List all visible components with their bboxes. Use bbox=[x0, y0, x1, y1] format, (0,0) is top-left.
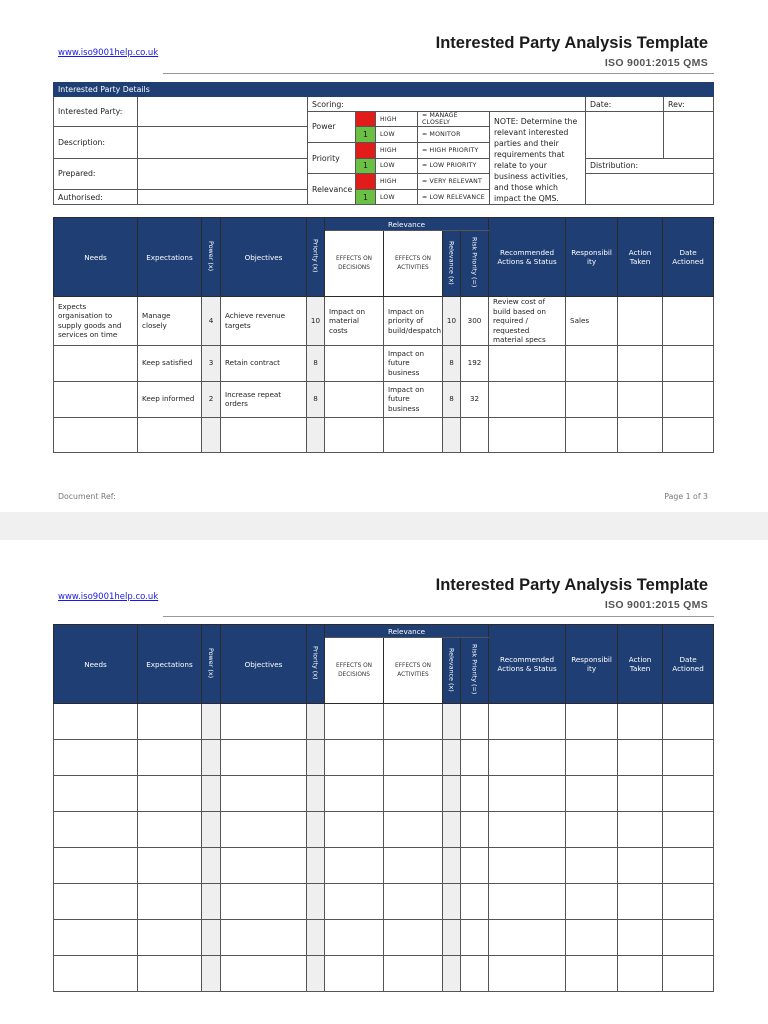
cell-risk-priority[interactable] bbox=[461, 704, 489, 740]
cell-priority[interactable] bbox=[307, 776, 325, 812]
description-field[interactable] bbox=[138, 127, 308, 159]
cell-risk-priority[interactable] bbox=[461, 920, 489, 956]
cell-date-actioned[interactable] bbox=[663, 297, 714, 346]
cell-action-taken[interactable] bbox=[618, 812, 663, 848]
scoring-note: NOTE: Determine the relevant interested parties and their requirements that relate to your business activities, and those which impact the QMS. bbox=[490, 112, 586, 205]
priority-low-desc: = LOW PRIORITY bbox=[418, 158, 490, 174]
cell-responsibility[interactable] bbox=[566, 812, 618, 848]
cell-recommended[interactable] bbox=[489, 417, 566, 452]
cell-responsibility[interactable] bbox=[566, 776, 618, 812]
cell-objectives[interactable] bbox=[221, 848, 307, 884]
cell-recommended[interactable] bbox=[489, 848, 566, 884]
cell-date-actioned[interactable] bbox=[663, 776, 714, 812]
cell-priority[interactable] bbox=[307, 956, 325, 992]
cell-effects-decisions[interactable] bbox=[325, 848, 384, 884]
table-row bbox=[54, 884, 714, 920]
prepared-field[interactable] bbox=[138, 158, 308, 190]
priority-high-desc: = HIGH PRIORITY bbox=[418, 142, 490, 158]
details-header-bar: Interested Party Details bbox=[54, 83, 714, 97]
header-objectives: Objectives bbox=[221, 218, 307, 297]
cell-expectations[interactable]: Manage closely bbox=[138, 297, 202, 346]
relevance-low-desc: = LOW RELEVANCE bbox=[418, 190, 490, 205]
date-field[interactable] bbox=[586, 112, 664, 159]
power-low-word: LOW bbox=[376, 127, 418, 143]
interested-party-label: Interested Party: bbox=[54, 97, 138, 127]
cell-expectations[interactable] bbox=[138, 417, 202, 452]
cell-priority[interactable] bbox=[307, 417, 325, 452]
cell-effects-activities[interactable] bbox=[384, 417, 443, 452]
cell-recommended[interactable]: Review cost of build based on required / requested material specs bbox=[489, 297, 566, 346]
cell-responsibility[interactable] bbox=[566, 704, 618, 740]
cell-needs[interactable] bbox=[54, 704, 138, 740]
cell-expectations[interactable] bbox=[138, 812, 202, 848]
cell-date-actioned[interactable] bbox=[663, 704, 714, 740]
header-relevance: Relevance (x) bbox=[443, 231, 461, 297]
cell-effects-activities[interactable] bbox=[384, 740, 443, 776]
cell-effects-decisions[interactable] bbox=[325, 704, 384, 740]
header-responsibility: Responsibil ity bbox=[566, 218, 618, 297]
header-relevance-group: Relevance bbox=[325, 625, 489, 638]
header-effects-decisions: EFFECTS ON DECISIONS bbox=[325, 638, 384, 704]
description-label: Description: bbox=[54, 127, 138, 159]
priority-high-word: HIGH bbox=[376, 142, 418, 158]
cell-action-taken[interactable] bbox=[618, 740, 663, 776]
power-high-value: 10 bbox=[356, 112, 376, 127]
header-needs: Needs bbox=[54, 218, 138, 297]
website-link[interactable]: www.iso9001help.co.uk bbox=[58, 48, 159, 58]
table-row bbox=[54, 381, 714, 417]
table-row bbox=[54, 956, 714, 992]
cell-date-actioned[interactable] bbox=[663, 956, 714, 992]
authorised-label: Authorised: bbox=[54, 190, 138, 205]
cell-effects-decisions[interactable]: Impact on material costs bbox=[325, 297, 384, 346]
cell-relevance[interactable] bbox=[443, 956, 461, 992]
cell-objectives[interactable] bbox=[221, 920, 307, 956]
page-number: Page 1 of 3 bbox=[664, 492, 708, 501]
cell-needs[interactable] bbox=[54, 848, 138, 884]
table-row bbox=[54, 812, 714, 848]
interested-party-details-table bbox=[53, 82, 714, 205]
cell-priority[interactable] bbox=[307, 920, 325, 956]
relevance-high-desc: = VERY RELEVANT bbox=[418, 174, 490, 190]
header-date-actioned: Date Actioned bbox=[663, 218, 714, 297]
interested-party-field[interactable] bbox=[138, 97, 308, 127]
cell-effects-decisions[interactable] bbox=[325, 381, 384, 417]
cell-action-taken[interactable] bbox=[618, 848, 663, 884]
cell-date-actioned[interactable] bbox=[663, 920, 714, 956]
cell-needs[interactable] bbox=[54, 812, 138, 848]
analysis-table-page-1 bbox=[53, 217, 714, 453]
cell-relevance[interactable] bbox=[443, 812, 461, 848]
header-power: Power (x) bbox=[202, 218, 221, 297]
power-low-value: 1 bbox=[356, 127, 376, 143]
cell-risk-priority[interactable] bbox=[461, 776, 489, 812]
cell-expectations[interactable]: Keep informed bbox=[138, 381, 202, 417]
cell-priority[interactable] bbox=[307, 812, 325, 848]
cell-power[interactable] bbox=[202, 884, 221, 920]
cell-priority[interactable] bbox=[307, 884, 325, 920]
cell-relevance[interactable] bbox=[443, 740, 461, 776]
cell-expectations[interactable] bbox=[138, 776, 202, 812]
cell-relevance[interactable] bbox=[443, 417, 461, 452]
table-row bbox=[54, 920, 714, 956]
cell-date-actioned[interactable] bbox=[663, 848, 714, 884]
header-responsibility: Responsibil ity bbox=[566, 625, 618, 704]
cell-effects-activities[interactable] bbox=[384, 848, 443, 884]
header-priority: Priority (x) bbox=[307, 218, 325, 297]
power-low-desc: = MONITOR bbox=[418, 127, 490, 143]
cell-risk-priority[interactable]: 32 bbox=[461, 381, 489, 417]
scoring-label: Scoring: bbox=[308, 97, 586, 112]
header-risk-priority: Risk Priority (=) bbox=[461, 231, 489, 297]
cell-responsibility[interactable] bbox=[566, 848, 618, 884]
cell-effects-activities[interactable]: Impact on future business bbox=[384, 381, 443, 417]
analysis-table-page-2 bbox=[53, 624, 714, 992]
cell-objectives[interactable] bbox=[221, 956, 307, 992]
cell-effects-decisions[interactable] bbox=[325, 345, 384, 381]
cell-needs[interactable] bbox=[54, 920, 138, 956]
cell-risk-priority[interactable] bbox=[461, 884, 489, 920]
header-expectations: Expectations bbox=[138, 625, 202, 704]
cell-action-taken[interactable] bbox=[618, 776, 663, 812]
header-action-taken: Action Taken bbox=[618, 625, 663, 704]
authorised-field[interactable] bbox=[138, 190, 308, 205]
cell-date-actioned[interactable] bbox=[663, 884, 714, 920]
distribution-label: Distribution: bbox=[586, 158, 714, 174]
cell-expectations[interactable]: Keep satisfied bbox=[138, 345, 202, 381]
relevance-low-value: 1 bbox=[356, 190, 376, 205]
cell-effects-activities[interactable] bbox=[384, 704, 443, 740]
header-relevance-group: Relevance bbox=[325, 218, 489, 231]
cell-date-actioned[interactable] bbox=[663, 381, 714, 417]
website-link[interactable]: www.iso9001help.co.uk bbox=[58, 592, 159, 602]
cell-action-taken[interactable] bbox=[618, 956, 663, 992]
cell-objectives[interactable]: Retain contract bbox=[221, 345, 307, 381]
header-needs: Needs bbox=[54, 625, 138, 704]
cell-effects-activities[interactable] bbox=[384, 884, 443, 920]
cell-recommended[interactable] bbox=[489, 956, 566, 992]
page-subtitle: ISO 9001:2015 QMS bbox=[604, 57, 708, 69]
header-expectations: Expectations bbox=[138, 218, 202, 297]
page-title: Interested Party Analysis Template bbox=[435, 576, 708, 594]
priority-low-word: LOW bbox=[376, 158, 418, 174]
cell-objectives[interactable] bbox=[221, 812, 307, 848]
header-objectives: Objectives bbox=[221, 625, 307, 704]
header-recommended: Recommended Actions & Status bbox=[489, 218, 566, 297]
cell-effects-decisions[interactable] bbox=[325, 956, 384, 992]
cell-action-taken[interactable] bbox=[618, 345, 663, 381]
page-separator bbox=[0, 512, 768, 540]
header-relevance: Relevance (x) bbox=[443, 638, 461, 704]
cell-responsibility[interactable] bbox=[566, 884, 618, 920]
cell-action-taken[interactable] bbox=[618, 417, 663, 452]
relevance-label: Relevance bbox=[308, 174, 356, 205]
cell-relevance[interactable] bbox=[443, 704, 461, 740]
cell-responsibility[interactable]: Sales bbox=[566, 297, 618, 346]
cell-needs[interactable] bbox=[54, 884, 138, 920]
power-high-word: HIGH bbox=[376, 112, 418, 127]
cell-risk-priority[interactable] bbox=[461, 848, 489, 884]
cell-expectations[interactable] bbox=[138, 920, 202, 956]
cell-expectations[interactable] bbox=[138, 956, 202, 992]
cell-responsibility[interactable] bbox=[566, 345, 618, 381]
cell-effects-decisions[interactable] bbox=[325, 884, 384, 920]
cell-objectives[interactable] bbox=[221, 884, 307, 920]
cell-expectations[interactable] bbox=[138, 848, 202, 884]
cell-effects-activities[interactable]: Impact on priority of build/despatch bbox=[384, 297, 443, 346]
cell-effects-decisions[interactable] bbox=[325, 812, 384, 848]
title-divider bbox=[163, 616, 714, 617]
rev-label: Rev: bbox=[664, 97, 714, 112]
cell-recommended[interactable] bbox=[489, 884, 566, 920]
header-effects-activities: EFFECTS ON ACTIVITIES bbox=[384, 231, 443, 297]
prepared-label: Prepared: bbox=[54, 158, 138, 190]
cell-priority[interactable] bbox=[307, 848, 325, 884]
cell-date-actioned[interactable] bbox=[663, 740, 714, 776]
cell-recommended[interactable] bbox=[489, 740, 566, 776]
cell-action-taken[interactable] bbox=[618, 920, 663, 956]
cell-action-taken[interactable] bbox=[618, 297, 663, 346]
cell-action-taken[interactable] bbox=[618, 704, 663, 740]
cell-action-taken[interactable] bbox=[618, 884, 663, 920]
table-row bbox=[54, 417, 714, 452]
cell-priority[interactable]: 8 bbox=[307, 345, 325, 381]
relevance-high-word: HIGH bbox=[376, 174, 418, 190]
cell-power[interactable] bbox=[202, 740, 221, 776]
cell-objectives[interactable] bbox=[221, 776, 307, 812]
table-row bbox=[54, 345, 714, 381]
cell-risk-priority[interactable] bbox=[461, 417, 489, 452]
cell-responsibility[interactable] bbox=[566, 920, 618, 956]
header-power: Power (x) bbox=[202, 625, 221, 704]
cell-priority[interactable] bbox=[307, 704, 325, 740]
date-label: Date: bbox=[586, 97, 664, 112]
priority-high-value: 10 bbox=[356, 142, 376, 158]
cell-relevance[interactable]: 8 bbox=[443, 345, 461, 381]
relevance-high-value: 10 bbox=[356, 174, 376, 190]
cell-effects-activities[interactable] bbox=[384, 956, 443, 992]
cell-recommended[interactable] bbox=[489, 381, 566, 417]
cell-objectives[interactable]: Achieve revenue targets bbox=[221, 297, 307, 346]
cell-objectives[interactable]: Increase repeat orders bbox=[221, 381, 307, 417]
priority-low-value: 1 bbox=[356, 158, 376, 174]
cell-power[interactable] bbox=[202, 848, 221, 884]
cell-priority[interactable]: 10 bbox=[307, 297, 325, 346]
cell-relevance[interactable]: 8 bbox=[443, 381, 461, 417]
title-divider bbox=[163, 73, 714, 74]
power-label: Power bbox=[308, 112, 356, 143]
cell-date-actioned[interactable] bbox=[663, 812, 714, 848]
cell-recommended[interactable] bbox=[489, 920, 566, 956]
cell-relevance[interactable] bbox=[443, 920, 461, 956]
header-action-taken: Action Taken bbox=[618, 218, 663, 297]
cell-responsibility[interactable] bbox=[566, 740, 618, 776]
header-date-actioned: Date Actioned bbox=[663, 625, 714, 704]
cell-power[interactable]: 2 bbox=[202, 381, 221, 417]
cell-power[interactable] bbox=[202, 956, 221, 992]
page-2 bbox=[0, 540, 768, 1024]
table-row bbox=[54, 297, 714, 346]
cell-responsibility[interactable] bbox=[566, 956, 618, 992]
cell-needs[interactable] bbox=[54, 381, 138, 417]
power-high-desc: = MANAGE CLOSELY bbox=[418, 112, 490, 127]
table-row bbox=[54, 740, 714, 776]
cell-risk-priority[interactable]: 300 bbox=[461, 297, 489, 346]
cell-objectives[interactable] bbox=[221, 417, 307, 452]
cell-power[interactable]: 4 bbox=[202, 297, 221, 346]
cell-recommended[interactable] bbox=[489, 345, 566, 381]
cell-risk-priority[interactable] bbox=[461, 740, 489, 776]
cell-needs[interactable] bbox=[54, 956, 138, 992]
cell-power[interactable] bbox=[202, 920, 221, 956]
cell-effects-activities[interactable] bbox=[384, 812, 443, 848]
distribution-field[interactable] bbox=[586, 174, 714, 205]
cell-power[interactable] bbox=[202, 776, 221, 812]
cell-needs[interactable] bbox=[54, 345, 138, 381]
cell-needs[interactable] bbox=[54, 417, 138, 452]
cell-power[interactable] bbox=[202, 704, 221, 740]
cell-recommended[interactable] bbox=[489, 776, 566, 812]
table-row bbox=[54, 704, 714, 740]
header-risk-priority: Risk Priority (=) bbox=[461, 638, 489, 704]
cell-priority[interactable]: 8 bbox=[307, 381, 325, 417]
cell-expectations[interactable] bbox=[138, 884, 202, 920]
cell-relevance[interactable]: 10 bbox=[443, 297, 461, 346]
header-effects-activities: EFFECTS ON ACTIVITIES bbox=[384, 638, 443, 704]
cell-power[interactable] bbox=[202, 417, 221, 452]
header-priority: Priority (x) bbox=[307, 625, 325, 704]
cell-date-actioned[interactable] bbox=[663, 345, 714, 381]
priority-label: Priority bbox=[308, 142, 356, 174]
cell-objectives[interactable] bbox=[221, 740, 307, 776]
cell-power[interactable]: 3 bbox=[202, 345, 221, 381]
header-recommended: Recommended Actions & Status bbox=[489, 625, 566, 704]
cell-expectations[interactable] bbox=[138, 704, 202, 740]
page-subtitle: ISO 9001:2015 QMS bbox=[604, 599, 708, 611]
cell-relevance[interactable] bbox=[443, 884, 461, 920]
cell-relevance[interactable] bbox=[443, 848, 461, 884]
cell-power[interactable] bbox=[202, 812, 221, 848]
cell-effects-activities[interactable] bbox=[384, 920, 443, 956]
page-title: Interested Party Analysis Template bbox=[435, 34, 708, 52]
cell-effects-decisions[interactable] bbox=[325, 920, 384, 956]
relevance-low-word: LOW bbox=[376, 190, 418, 205]
cell-responsibility[interactable] bbox=[566, 417, 618, 452]
cell-recommended[interactable] bbox=[489, 704, 566, 740]
cell-relevance[interactable] bbox=[443, 776, 461, 812]
cell-risk-priority[interactable] bbox=[461, 956, 489, 992]
rev-field[interactable] bbox=[664, 112, 714, 159]
cell-expectations[interactable] bbox=[138, 740, 202, 776]
document-ref: Document Ref: bbox=[58, 492, 116, 501]
cell-recommended[interactable] bbox=[489, 812, 566, 848]
cell-action-taken[interactable] bbox=[618, 381, 663, 417]
cell-date-actioned[interactable] bbox=[663, 417, 714, 452]
cell-risk-priority[interactable] bbox=[461, 812, 489, 848]
cell-objectives[interactable] bbox=[221, 704, 307, 740]
cell-effects-activities[interactable] bbox=[384, 776, 443, 812]
cell-effects-decisions[interactable] bbox=[325, 776, 384, 812]
cell-effects-decisions[interactable] bbox=[325, 417, 384, 452]
cell-needs[interactable]: Expects organisation to supply goods and services on time bbox=[54, 297, 138, 346]
cell-risk-priority[interactable]: 192 bbox=[461, 345, 489, 381]
table-row bbox=[54, 776, 714, 812]
cell-responsibility[interactable] bbox=[566, 381, 618, 417]
cell-needs[interactable] bbox=[54, 776, 138, 812]
cell-needs[interactable] bbox=[54, 740, 138, 776]
cell-priority[interactable] bbox=[307, 740, 325, 776]
cell-effects-decisions[interactable] bbox=[325, 740, 384, 776]
table-row bbox=[54, 848, 714, 884]
header-effects-decisions: EFFECTS ON DECISIONS bbox=[325, 231, 384, 297]
cell-effects-activities[interactable]: Impact on future business bbox=[384, 345, 443, 381]
